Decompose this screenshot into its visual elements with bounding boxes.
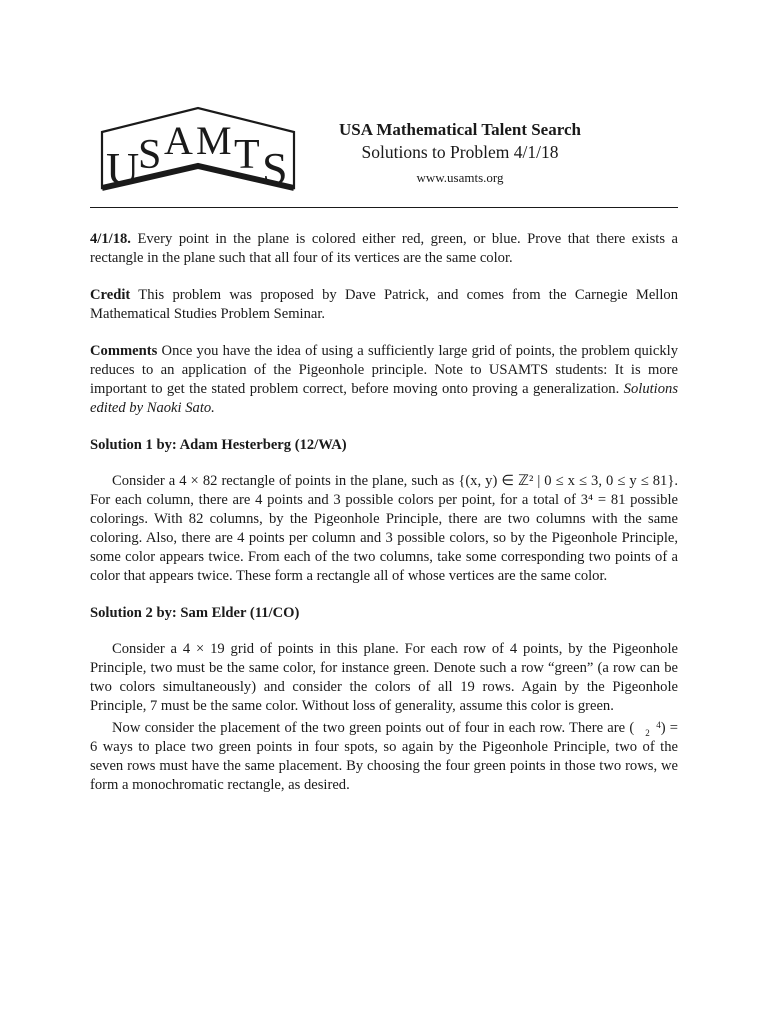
solution1-heading: Solution 1 by: Adam Hesterberg (12/WA) — [90, 437, 347, 453]
comments-text: Once you have the idea of using a sufficiently large grid of points, the problem quickly reduces to an application of the Pigeonhole principle. Note to USAMTS students: It is more important to get the stated problem correct, before moving onto proving a generalization. — [90, 343, 678, 397]
binom-bottom: 2 — [645, 727, 650, 738]
credit-section — [90, 286, 678, 324]
problem-statement — [90, 230, 678, 268]
solution1-text: Consider a 4 × 82 rectangle of points in the plane, such as {(x, y) ∈ ℤ² | 0 ≤ x ≤ 3, 0 ≤ y ≤ 81}. For each column, there are 4 points and 3 possible colors per point, for a total of 3⁴ = 81 possible colorings. With 82 columns, by the Pigeonhole Principle, there are two columns with the same coloring. Also, there are 4 points per column and 3 possible colors, so by the Pigeonhole Principle, some color appears twice. From each of the two columns, take some corresponding two points of a color that appears twice. These form a rectangle all of whose vertices are the same color. — [90, 473, 678, 584]
solution2-para2-end: = 6 ways to place two green points in four spots, so again by the Pigeonhole Principle, two of the seven rows must have the same placement. By choosing the four green points in those two rows, we form a monochromatic rectangle, as desired. — [90, 720, 678, 793]
page — [90, 0, 679, 793]
header — [90, 0, 678, 208]
binomial-coefficient — [634, 721, 661, 737]
problem-label: 4/1/18. — [90, 231, 131, 247]
svg-text:S: S — [262, 143, 288, 192]
problem-text: Every point in the plane is colored either red, green, or blue. Prove that there exists a rectangle in the plane such that all four of its vertices are the same color. — [90, 231, 678, 266]
header-website: www.usamts.org — [416, 170, 504, 185]
binom-top: 4 — [656, 719, 661, 730]
comments-label: Comments — [90, 343, 158, 359]
solution2-para1: Consider a 4 × 19 grid of points in this plane. For each row of 4 points, by the Pigeonhole Principle, two must be the same color, for instance green. Denote such a row “green” (a row can be two colors simultaneously) and consider the colors of all 19 rows. Again by the Pigeonhole Principle, 7 must be the same color. Without loss of generality, assume this color is green. — [90, 641, 678, 714]
header-title: USA Mathematical Talent Search — [339, 120, 581, 139]
solution2-heading: Solution 2 by: Sam Elder (11/CO) — [90, 605, 300, 621]
header-divider — [90, 207, 678, 208]
svg-text:M: M — [196, 118, 232, 163]
solution2-para2: Now consider the placement of the two green points out of four in each row. There are ( 4 2 ) = 6 ways to place two green points in four spots, so again by the Pigeonhole Principle, two of the seven rows must have the same placement. By choosing the four green points in those two rows, we form a monochromatic rectangle, as desired. — [90, 719, 678, 793]
svg-text:S: S — [138, 132, 162, 178]
document-body — [90, 230, 678, 795]
comments-section — [90, 342, 678, 418]
credit-text: This problem was proposed by Dave Patrick, and comes from the Carnegie Mellon Mathematical Studies Problem Seminar. — [90, 287, 679, 322]
credit-label: Credit — [90, 287, 131, 303]
svg-text:U: U — [106, 143, 140, 192]
comments-editor: Solutions edited by Naoki Sato. — [90, 381, 678, 416]
solution2-para2-start: Now consider the placement of the two green points out of four in each row. There are — [112, 720, 626, 736]
header-subtitle: Solutions to Problem 4/1/18 — [361, 142, 559, 162]
svg-text:T: T — [234, 132, 260, 178]
svg-text:A: A — [164, 118, 193, 163]
